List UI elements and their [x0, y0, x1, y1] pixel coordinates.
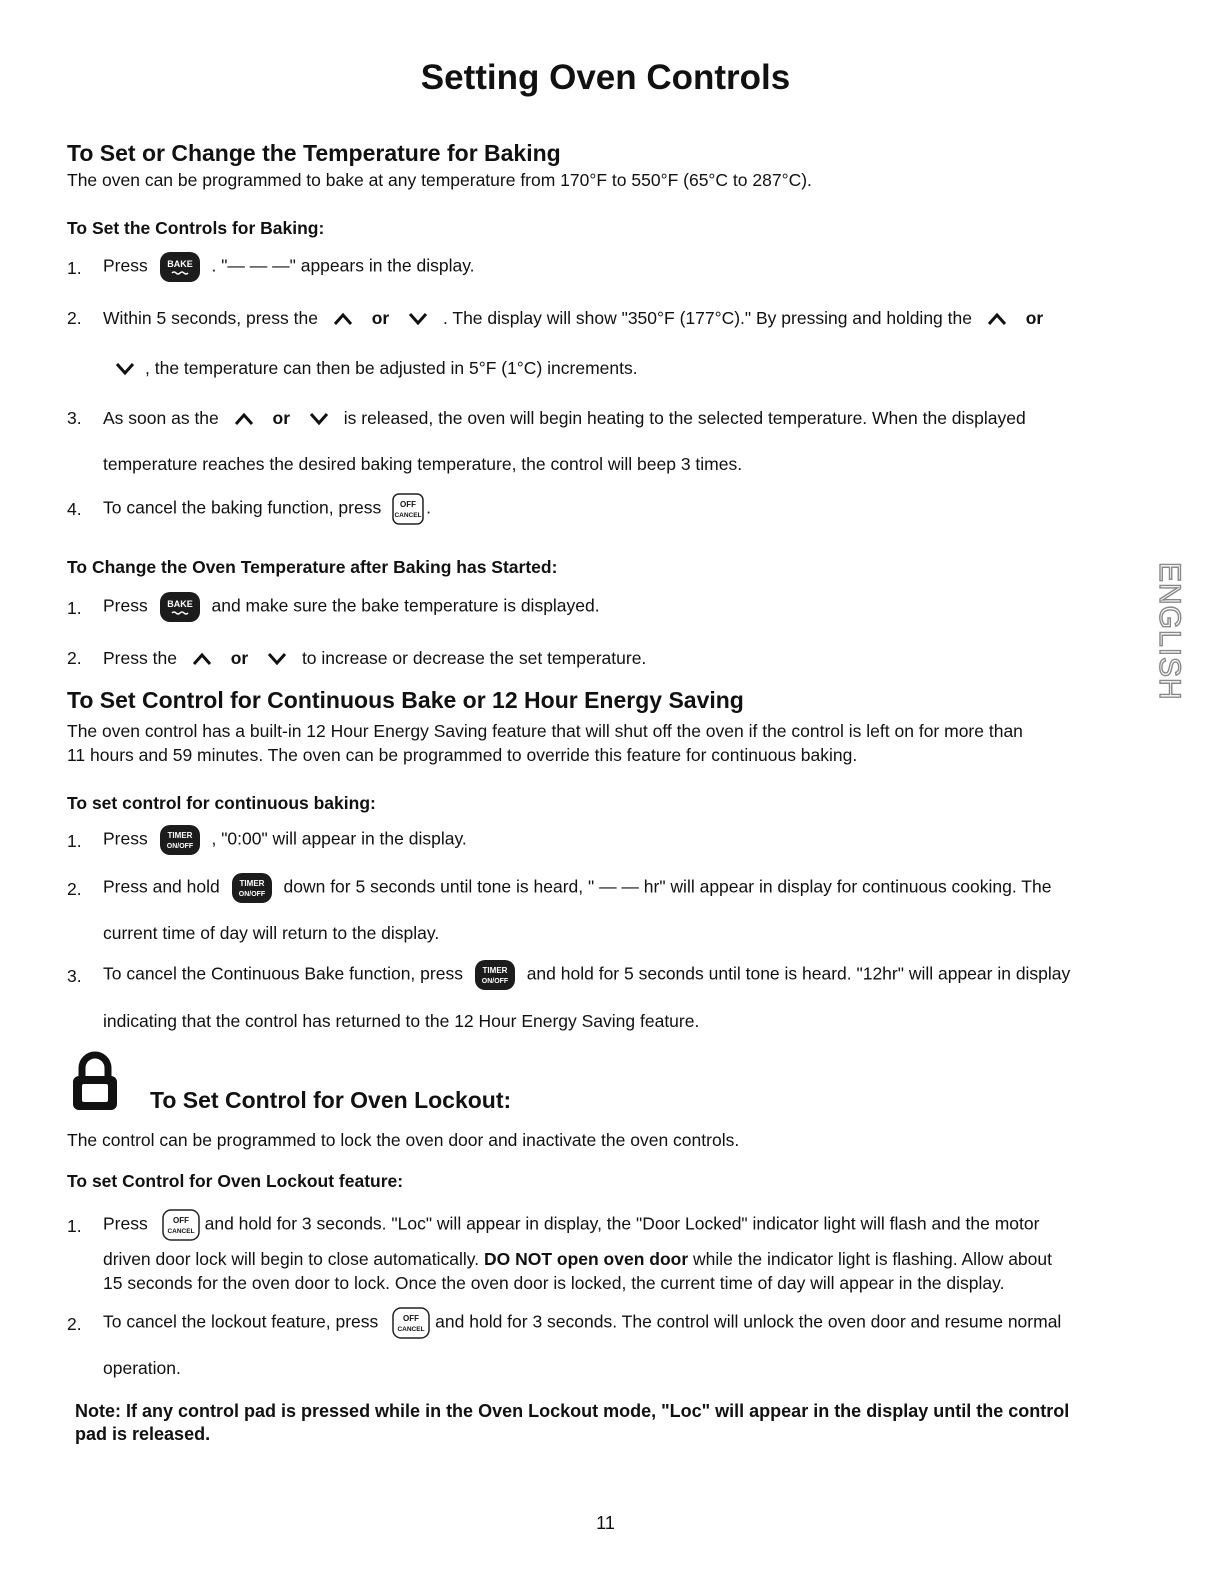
- page-title: Setting Oven Controls: [420, 58, 791, 97]
- change-step-2: Press the or to increase or decrease the set temperature.: [103, 648, 647, 668]
- continuous-step-3-cont: indicating that the control has returned to the 12 Hour Energy Saving feature.: [103, 1011, 700, 1031]
- continuous-step-2-cont: current time of day will return to the display.: [103, 923, 440, 943]
- continuous-step-3: To cancel the Continuous Bake function, press TIMER ON/OFF and hold for 5 seconds until tone is heard. "12hr" will appear in display: [103, 958, 1070, 992]
- lockout-step-1-cont2: 15 seconds for the oven door to lock. Once the oven door is locked, the current time of day will appear in the display.: [103, 1273, 1005, 1293]
- bake-key-icon: [157, 590, 203, 624]
- key-label: BAKE: [166, 599, 193, 609]
- step-number: 1.: [67, 258, 82, 278]
- continuous-step-2: Press and hold TIMER ON/OFF down for 5 seconds until tone is heard, " — — hr" will appear in display for continuous cooking. The: [103, 871, 1051, 905]
- key-label: TIMER: [482, 966, 508, 975]
- timer-key-icon: [157, 823, 203, 857]
- up-arrow-icon: [234, 412, 254, 426]
- lockout-step-2: To cancel the lockout feature, press OFF CANCEL and hold for 3 seconds. The control will unlock the oven door and resume normal: [103, 1306, 1061, 1340]
- lockout-intro: The control can be programmed to lock the oven door and inactivate the oven controls.: [67, 1130, 740, 1150]
- up-arrow-icon: [192, 652, 212, 666]
- key-label: CANCEL: [397, 1326, 425, 1333]
- step-number: 2.: [67, 648, 82, 668]
- english-side-tab: [1148, 560, 1188, 710]
- continuous-intro-line2: 11 hours and 59 minutes. The oven can be programmed to override this feature for continuous baking.: [67, 745, 858, 765]
- heading-continuous-bake: To Set Control for Continuous Bake or 12 Hour Energy Saving: [67, 687, 744, 713]
- step-number: 4.: [67, 499, 82, 519]
- step-number: 2.: [67, 1314, 82, 1334]
- down-arrow-icon: [115, 362, 135, 376]
- heading-bake-temperature: To Set or Change the Temperature for Baking: [67, 140, 561, 166]
- continuous-intro-line1: The oven control has a built-in 12 Hour Energy Saving feature that will shut off the oven if the control is left on for more than: [67, 721, 1023, 741]
- bake-key-icon: [157, 250, 203, 284]
- key-label: TIMER: [167, 831, 193, 840]
- page-number: 11: [596, 1513, 615, 1533]
- subheading-change-temperature: To Change the Oven Temperature after Baking has Started:: [67, 557, 558, 577]
- cancel-key-icon: [157, 1208, 205, 1242]
- step-number: 2.: [67, 308, 82, 328]
- bake-step-4: To cancel the baking function, press OFF CANCEL .: [103, 492, 431, 526]
- bake-step-3-cont: temperature reaches the desired baking temperature, the control will beep 3 times.: [103, 454, 743, 474]
- lockout-note-line2: pad is released.: [75, 1424, 211, 1444]
- lockout-step-1-cont: driven door lock will begin to close automatically. DO NOT open oven door while the indicator light is flashing. Allow about: [103, 1249, 1052, 1269]
- lockout-step-1: Press OFF CANCEL and hold for 3 seconds. "Loc" will appear in display, the "Door Locked" indicator light will flash and the motor: [103, 1208, 1039, 1242]
- step-number: 3.: [67, 966, 82, 986]
- heading-oven-lockout: To Set Control for Oven Lockout:: [150, 1087, 512, 1113]
- key-label: TIMER: [239, 879, 265, 888]
- key-label: OFF: [403, 1314, 420, 1323]
- subheading-set-controls-baking: To Set the Controls for Baking:: [67, 218, 325, 238]
- continuous-step-1: Press TIMER ON/OFF , "0:00" will appear in the display.: [103, 823, 467, 857]
- bake-step-1: Press BAKE . "— — —" appears in the display.: [103, 250, 475, 284]
- change-step-1: Press BAKE and make sure the bake temperature is displayed.: [103, 590, 600, 624]
- step-number: 1.: [67, 1216, 82, 1236]
- up-arrow-icon: [987, 312, 1007, 326]
- step-number: 1.: [67, 598, 82, 618]
- down-arrow-icon: [267, 652, 287, 666]
- bake-step-2-cont: , the temperature can then be adjusted in 5°F (1°C) increments.: [115, 358, 638, 379]
- down-arrow-icon: [309, 412, 329, 426]
- key-label: CANCEL: [167, 1228, 195, 1235]
- subheading-continuous-baking: To set control for continuous baking:: [67, 793, 376, 813]
- timer-key-icon: [229, 871, 275, 905]
- lockout-note-line1: Note: If any control pad is pressed while in the Oven Lockout mode, "Loc" will appear in the display until the control: [75, 1401, 1070, 1421]
- timer-key-icon: [472, 958, 518, 992]
- key-label: BAKE: [166, 259, 193, 269]
- key-label: OFF: [172, 1216, 189, 1225]
- bake-temperature-intro: The oven can be programmed to bake at any temperature from 170°F to 550°F (65°C to 287°C).: [67, 170, 812, 190]
- padlock-icon: [70, 1048, 120, 1112]
- key-label: ON/OFF: [238, 891, 265, 898]
- up-arrow-icon: [333, 312, 353, 326]
- step-number: 2.: [67, 879, 82, 899]
- bake-step-3: As soon as the or is released, the oven will begin heating to the selected temperature. When the displayed: [103, 408, 1026, 428]
- subheading-lockout-feature: To set Control for Oven Lockout feature:: [67, 1171, 404, 1191]
- lockout-step-2-cont: operation.: [103, 1358, 181, 1378]
- key-label: CANCEL: [394, 512, 422, 519]
- side-tab-label: ENGLISH: [1153, 562, 1186, 701]
- cancel-key-icon: [390, 492, 426, 526]
- key-label: ON/OFF: [481, 978, 509, 985]
- bake-step-2: Within 5 seconds, press the or . The display will show "350°F (177°C)." By pressing and holding the or: [103, 308, 1044, 328]
- step-number: 3.: [67, 408, 82, 428]
- down-arrow-icon: [408, 312, 428, 326]
- cancel-key-icon: [387, 1306, 435, 1340]
- key-label: ON/OFF: [166, 843, 193, 850]
- key-label: OFF: [400, 500, 417, 509]
- step-number: 1.: [67, 831, 82, 851]
